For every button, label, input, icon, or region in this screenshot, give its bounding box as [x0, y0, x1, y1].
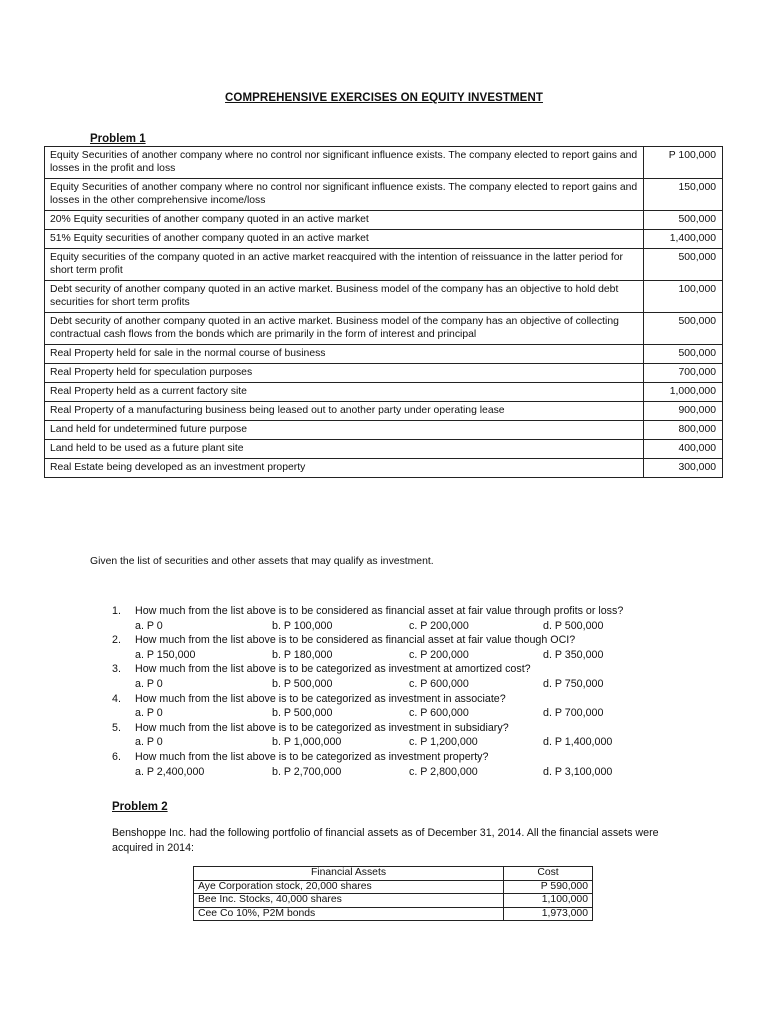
financial-asset-cost: 1,100,000 [504, 894, 593, 908]
asset-amount: P 100,000 [644, 147, 723, 179]
question-text: How much from the list above is to be categorized as investment property? [135, 750, 489, 763]
question-number: 4. [112, 692, 121, 705]
question-number: 2. [112, 634, 121, 647]
question-item [112, 633, 623, 648]
assets-table [44, 146, 723, 478]
option-a: a. P 0 [135, 619, 163, 632]
table-row [45, 211, 723, 230]
financial-asset-name: Bee Inc. Stocks, 40,000 shares [194, 894, 504, 908]
asset-description: Land held for undetermined future purpose [45, 421, 644, 440]
option-a: a. P 0 [135, 677, 163, 690]
asset-amount: 700,000 [644, 364, 723, 383]
table-header-financial-assets: Financial Assets [194, 867, 504, 881]
question-text: How much from the list above is to be categorized as investment at amortized cost? [135, 663, 531, 676]
table-header-cost: Cost [504, 867, 593, 881]
option-d: d. P 350,000 [543, 648, 604, 661]
asset-description: Real Property of a manufacturing business being leased out to another party under operating lease [45, 402, 644, 421]
asset-description: Debt security of another company quoted in an active market. Business model of the company has an objective to hold debt securities for short term profits [45, 281, 644, 313]
table-row [45, 402, 723, 421]
asset-description: Real Property held as a current factory site [45, 383, 644, 402]
problem-2-text: Benshoppe Inc. had the following portfolio of financial assets as of December 31, 2014. All the financial assets were acquired in 2014: [112, 827, 659, 854]
option-a: a. P 2,400,000 [135, 765, 205, 778]
answer-options [135, 677, 623, 692]
document-title: COMPREHENSIVE EXERCISES ON EQUITY INVESTMENT [225, 92, 543, 104]
problem-1-heading: Problem 1 [90, 133, 146, 145]
question-number: 1. [112, 605, 121, 617]
asset-description: Equity Securities of another company where no control nor significant influence exists. The company elected to report gains and losses in the profit and loss [45, 147, 644, 179]
table-row [45, 281, 723, 313]
table-row [45, 383, 723, 402]
question-text: How much from the list above is to be considered as financial asset at fair value though OCI? [135, 634, 576, 647]
question-item [112, 692, 623, 707]
option-b: b. P 1,000,000 [272, 736, 342, 749]
question-number: 5. [112, 721, 121, 734]
asset-amount: 300,000 [644, 459, 723, 478]
financial-asset-name: Cee Co 10%, P2M bonds [194, 907, 504, 921]
question-text: How much from the list above is to be categorized as investment in subsidiary? [135, 721, 509, 734]
question-text: How much from the list above is to be categorized as investment in associate? [135, 692, 506, 705]
asset-amount: 500,000 [644, 313, 723, 345]
table-row [45, 459, 723, 478]
asset-amount: 1,400,000 [644, 230, 723, 249]
question-list [112, 604, 623, 779]
question-text: How much from the list above is to be considered as financial asset at fair value through profits or loss? [135, 605, 624, 617]
table-row [45, 345, 723, 364]
question-number: 3. [112, 663, 121, 676]
asset-amount: 150,000 [644, 179, 723, 211]
option-b: b. P 2,700,000 [272, 765, 342, 778]
asset-amount: 1,000,000 [644, 383, 723, 402]
option-b: b. P 100,000 [272, 619, 333, 632]
table-row [45, 421, 723, 440]
answer-options [135, 765, 623, 780]
question-item [112, 604, 623, 619]
table-row [45, 364, 723, 383]
option-d: d. P 750,000 [543, 677, 604, 690]
asset-description: 20% Equity securities of another company quoted in an active market [45, 211, 644, 230]
given-statement: Given the list of securities and other assets that may qualify as investment. [90, 556, 434, 567]
question-item [112, 721, 623, 736]
table-row [45, 249, 723, 281]
asset-description: 51% Equity securities of another company quoted in an active market [45, 230, 644, 249]
option-c: c. P 600,000 [409, 677, 469, 690]
problem-2-heading: Problem 2 [112, 801, 168, 813]
option-b: b. P 500,000 [272, 707, 333, 720]
option-a: a. P 0 [135, 736, 163, 749]
option-c: c. P 1,200,000 [409, 736, 478, 749]
option-d: d. P 3,100,000 [543, 765, 613, 778]
asset-amount: 500,000 [644, 249, 723, 281]
option-c: c. P 200,000 [409, 619, 469, 632]
option-c: c. P 200,000 [409, 648, 469, 661]
asset-amount: 500,000 [644, 211, 723, 230]
table-row [45, 230, 723, 249]
option-b: b. P 180,000 [272, 648, 333, 661]
question-number: 6. [112, 750, 121, 763]
option-d: d. P 1,400,000 [543, 736, 613, 749]
asset-amount: 900,000 [644, 402, 723, 421]
asset-description: Real Property held for speculation purposes [45, 364, 644, 383]
asset-amount: 500,000 [644, 345, 723, 364]
answer-options [135, 735, 623, 750]
asset-amount: 100,000 [644, 281, 723, 313]
answer-options [135, 648, 623, 663]
asset-amount: 400,000 [644, 440, 723, 459]
option-c: c. P 2,800,000 [409, 765, 478, 778]
financial-asset-cost: 1,973,000 [504, 907, 593, 921]
asset-description: Debt security of another company quoted in an active market. Business model of the company has an objective of collecting contractual cash flows from the bonds which are primarily in the form of interest and principal [45, 313, 644, 345]
option-a: a. P 150,000 [135, 648, 196, 661]
option-c: c. P 600,000 [409, 707, 469, 720]
table-row [45, 179, 723, 211]
financial-assets-table [193, 866, 593, 921]
answer-options [135, 619, 623, 634]
answer-options [135, 706, 623, 721]
asset-amount: 800,000 [644, 421, 723, 440]
table-row [194, 880, 593, 894]
asset-description: Equity Securities of another company where no control nor significant influence exists. The company elected to report gains and losses in the other comprehensive income/loss [45, 179, 644, 211]
table-row [45, 440, 723, 459]
asset-description: Land held to be used as a future plant site [45, 440, 644, 459]
option-d: d. P 700,000 [543, 707, 604, 720]
question-item [112, 662, 623, 677]
table-row [194, 907, 593, 921]
asset-description: Real Property held for sale in the normal course of business [45, 345, 644, 364]
option-b: b. P 500,000 [272, 677, 333, 690]
financial-asset-cost: P 590,000 [504, 880, 593, 894]
asset-description: Real Estate being developed as an investment property [45, 459, 644, 478]
option-d: d. P 500,000 [543, 619, 604, 632]
option-a: a. P 0 [135, 707, 163, 720]
asset-description: Equity securities of the company quoted in an active market reacquired with the intention of reissuance in the latter period for short term profit [45, 249, 644, 281]
table-row [45, 147, 723, 179]
question-item [112, 750, 623, 765]
table-row [45, 313, 723, 345]
financial-asset-name: Aye Corporation stock, 20,000 shares [194, 880, 504, 894]
table-row [194, 894, 593, 908]
